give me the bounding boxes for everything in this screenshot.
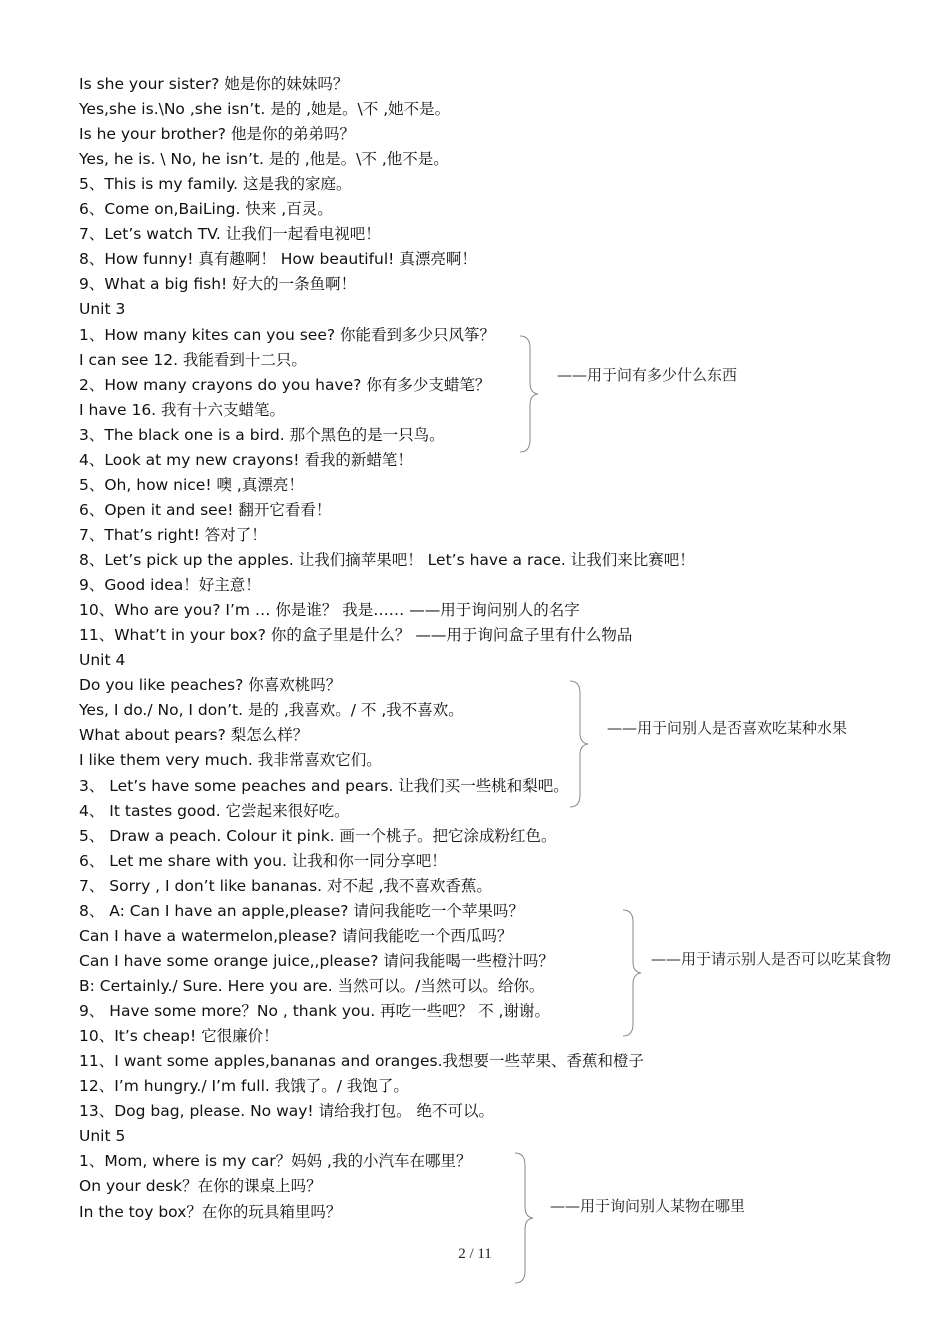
text-line: Yes, I do./ No, I don’t. 是的 ,我喜欢。/ 不 ,我不喜欢。 (79, 701, 464, 719)
right-brace-icon (570, 681, 590, 809)
text-line: 3、The black one is a bird. 那个黑色的是一只鸟。 (79, 426, 445, 444)
text-line: 6、Come on,BaiLing. 快来 ,百灵。 (79, 200, 333, 218)
text-line: In the toy box？在你的玩具箱里吗？ (79, 1203, 342, 1221)
page-number: 2 / 11 (458, 1246, 492, 1262)
text-line: Yes, he is. \ No, he isn’t. 是的 ,他是。\不 ,他不是。 (79, 150, 449, 168)
text-line: 11、What’t in your box? 你的盒子里是什么？ ——用于询问盒子里有什么物品 (79, 626, 633, 644)
text-line: Can I have a watermelon,please? 请问我能吃一个西瓜吗？ (79, 927, 513, 945)
text-line: 5、This is my family. 这是我的家庭。 (79, 175, 352, 193)
text-line: 7、Let’s watch TV. 让我们一起看电视吧！ (79, 225, 381, 243)
text-line: Do you like peaches? 你喜欢桃吗？ (79, 676, 342, 694)
text-line: 6、 Let me share with you. 让我和你一同分享吧！ (79, 852, 447, 870)
text-line: 8、Let’s pick up the apples. 让我们摘苹果吧！ Let’s have a race. 让我们来比赛吧！ (79, 551, 695, 569)
right-brace-icon (520, 336, 540, 454)
text-line: 11、I want some apples,bananas and oranges.我想要一些苹果、香蕉和橙子 (79, 1052, 644, 1070)
text-line: 7、 Sorry , I don’t like bananas. 对不起 ,我不喜欢香蕉。 (79, 877, 492, 895)
annotation-note: ——用于请示别人是否可以吃某食物 (651, 950, 892, 968)
text-line: What about pears? 梨怎么样？ (79, 726, 309, 744)
text-line: 4、 It tastes good. 它尝起来很好吃。 (79, 802, 350, 820)
text-line: 4、Look at my new crayons! 看我的新蜡笔！ (79, 451, 413, 469)
text-line: 5、Oh, how nice! 噢 ,真漂亮！ (79, 476, 304, 494)
text-line: 3、 Let’s have some peaches and pears. 让我们买一些桃和梨吧。 (79, 777, 569, 795)
text-line: 9、 Have some more？No , thank you. 再吃一些吧？ 不 ,谢谢。 (79, 1002, 550, 1020)
text-line: I have 16. 我有十六支蜡笔。 (79, 401, 286, 419)
unit-heading: Unit 5 (79, 1127, 126, 1145)
unit-heading: Unit 4 (79, 651, 126, 669)
text-line: 1、How many kites can you see? 你能看到多少只风筝？ (79, 326, 496, 344)
text-line: 8、 A: Can I have an apple,please? 请问我能吃一个苹果吗？ (79, 902, 524, 920)
annotation-note: ——用于问别人是否喜欢吃某种水果 (607, 719, 848, 737)
annotation-note: ——用于问有多少什么东西 (557, 366, 738, 384)
text-line: 13、Dog bag, please. No way! 请给我打包。 绝不可以。 (79, 1102, 495, 1120)
text-line: 9、Good idea！好主意！ (79, 576, 261, 594)
text-line: I can see 12. 我能看到十二只。 (79, 351, 307, 369)
right-brace-icon (623, 910, 643, 1038)
text-line: Can I have some orange juice,,please? 请问我能喝一些橙汁吗？ (79, 952, 554, 970)
unit-heading: Unit 3 (79, 300, 126, 318)
text-line: 7、That’s right! 答对了！ (79, 526, 267, 544)
text-line: B: Certainly./ Sure. Here you are. 当然可以。/当然可以。给你。 (79, 977, 545, 995)
text-line: Is she your sister? 她是你的妹妹吗？ (79, 75, 349, 93)
right-brace-icon (515, 1153, 535, 1285)
text-line: 6、Open it and see! 翻开它看看！ (79, 501, 332, 519)
text-line: 1、Mom, where is my car？妈妈 ,我的小汽车在哪里？ (79, 1152, 472, 1170)
text-line: I like them very much. 我非常喜欢它们。 (79, 751, 382, 769)
text-line: 9、What a big fish! 好大的一条鱼啊！ (79, 275, 357, 293)
text-line: On your desk？在你的课桌上吗？ (79, 1177, 322, 1195)
text-line: 10、Who are you? I’m … 你是谁？ 我是…… ——用于询问别人的名字 (79, 601, 580, 619)
text-line: Yes,she is.\No ,she isn’t. 是的 ,她是。\不 ,她不是。 (79, 100, 451, 118)
text-line: Is he your brother? 他是你的弟弟吗？ (79, 125, 355, 143)
text-line: 8、How funny! 真有趣啊！ How beautiful! 真漂亮啊！ (79, 250, 477, 268)
annotation-note: ——用于询问别人某物在哪里 (550, 1197, 746, 1215)
text-line: 10、It’s cheap! 它很廉价！ (79, 1027, 279, 1045)
text-line: 5、 Draw a peach. Colour it pink. 画一个桃子。把它涂成粉红色。 (79, 827, 557, 845)
text-line: 2、How many crayons do you have? 你有多少支蜡笔？ (79, 376, 491, 394)
text-line: 12、I’m hungry./ I’m full. 我饿了。/ 我饱了。 (79, 1077, 409, 1095)
